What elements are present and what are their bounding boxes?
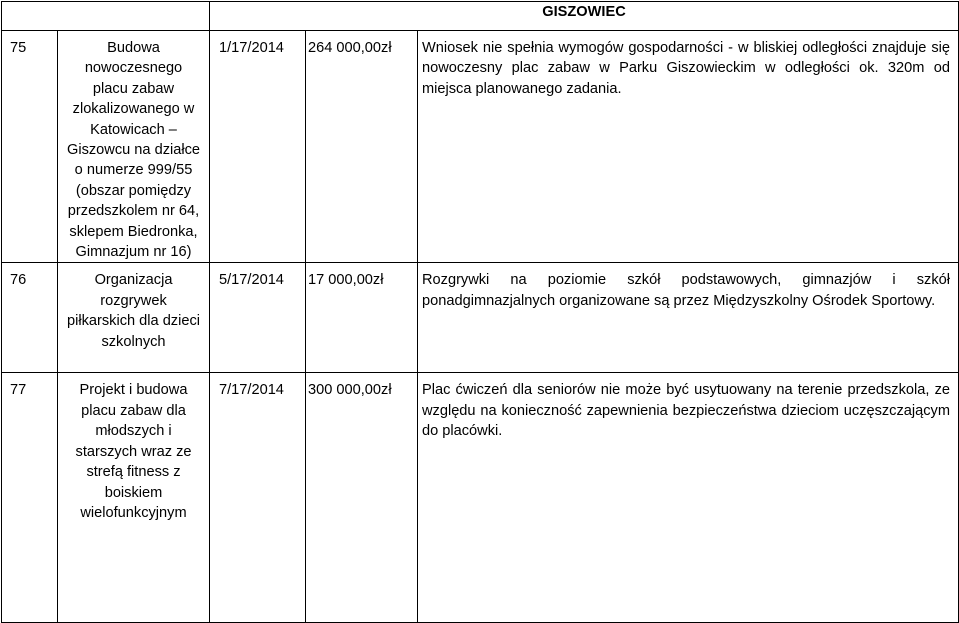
row-amount: 300 000,00zł — [306, 373, 418, 623]
row-number: 75 — [2, 31, 58, 263]
row-subject: Projekt i budowa placu zabaw dla młodszych i starszych wraz ze strefą fitness z boiskiem wielofunkcyjnym — [58, 373, 210, 623]
row-subject: Organizacja rozgrywek piłkarskich dla dzieci szkolnych — [58, 263, 210, 373]
section-header-row — [2, 2, 959, 31]
row-reason: Rozgrywki na poziomie szkół podstawowych, gimnazjów i szkół ponadgimnazjalnych organizowane są przez Międzyszkolny Ośrodek Sportowy. — [418, 263, 959, 373]
projects-table — [1, 1, 959, 623]
table-row — [2, 263, 959, 373]
row-reason: Wniosek nie spełnia wymogów gospodarności - w bliskiej odległości znajduje się nowoczesny plac zabaw w Parku Giszowieckim w odległości ok. 320m od miejsca planowanego zadania. — [418, 31, 959, 263]
section-title: GISZOWIEC — [210, 2, 959, 31]
row-reason: Plac ćwiczeń dla seniorów nie może być usytuowany na terenie przedszkola, ze względu na konieczność zapewnienia bezpieczeństwa dzieciom uczęszczającym do placówki. — [418, 373, 959, 623]
row-subject: Budowa nowoczesnego placu zabaw zlokalizowanego w Katowicach – Giszowcu na działce o numerze 999/55 (obszar pomiędzy przedszkolem nr 64, sklepem Biedronka, Gimnazjum nr 16) — [58, 31, 210, 263]
row-date: 1/17/2014 — [210, 31, 306, 263]
row-date: 7/17/2014 — [210, 373, 306, 623]
row-amount: 264 000,00zł — [306, 31, 418, 263]
header-blank-cell — [2, 2, 210, 31]
table-row — [2, 373, 959, 623]
row-number: 76 — [2, 263, 58, 373]
row-amount: 17 000,00zł — [306, 263, 418, 373]
table-row — [2, 31, 959, 263]
row-date: 5/17/2014 — [210, 263, 306, 373]
row-number: 77 — [2, 373, 58, 623]
